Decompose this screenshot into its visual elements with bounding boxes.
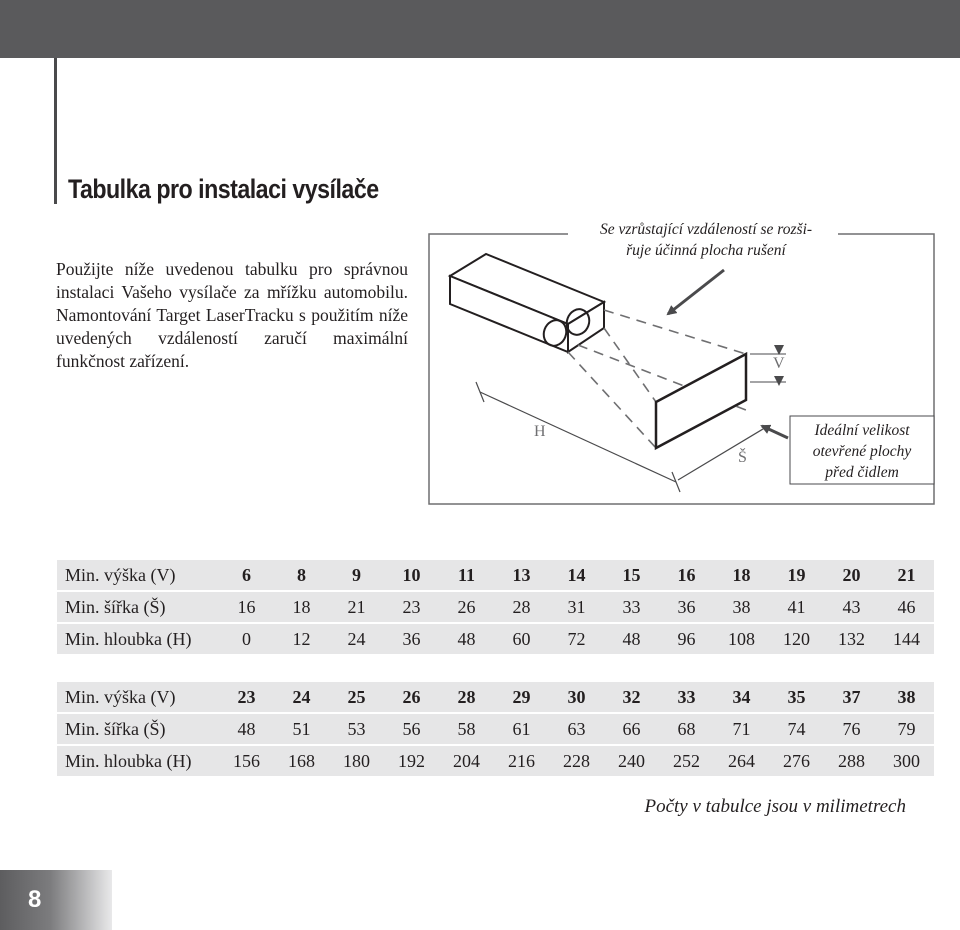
table-cell: 30 (549, 682, 604, 712)
callout-top-line2: řuje účinná plocha rušení (626, 242, 786, 259)
h-tick-left (476, 382, 484, 402)
dimensions-table-2 (57, 680, 934, 778)
table-cell: 74 (769, 714, 824, 744)
callout-top-arrow (668, 270, 724, 314)
units-note: Počty v tabulce jsou v milimetrech (644, 796, 906, 817)
table-cell: 18 (274, 592, 329, 622)
h-tick-right (672, 472, 680, 492)
table-cell: 300 (879, 746, 934, 776)
table-cell: 28 (439, 682, 494, 712)
table-row (57, 560, 934, 590)
table-cell: 108 (714, 624, 769, 654)
table-cell: 204 (439, 746, 494, 776)
sensor-box (450, 254, 604, 352)
table-cell: 120 (769, 624, 824, 654)
table-cell: 20 (824, 560, 879, 590)
table-cell: 53 (329, 714, 384, 744)
table-cell: 31 (549, 592, 604, 622)
table-cell: 14 (549, 560, 604, 590)
s-dim-line (678, 426, 768, 480)
table-cell: 21 (879, 560, 934, 590)
row-label: Min. výška (V) (57, 560, 219, 590)
row-label: Min. hloubka (H) (57, 746, 219, 776)
table-cell: 132 (824, 624, 879, 654)
page-number-box (0, 870, 112, 930)
table-cell: 15 (604, 560, 659, 590)
callout-right-line2: otevřené plochy (812, 443, 912, 460)
table-cell: 156 (219, 746, 274, 776)
row-label: Min. výška (V) (57, 682, 219, 712)
table-cell: 192 (384, 746, 439, 776)
table-row (57, 592, 934, 622)
table-cell: 28 (494, 592, 549, 622)
page-title: Tabulka pro instalaci vysílače (68, 174, 379, 204)
table-cell: 36 (659, 592, 714, 622)
callout-top-line1: Se vzrůstající vzdáleností se rozši- (599, 221, 813, 238)
table-cell: 33 (604, 592, 659, 622)
table-cell: 228 (549, 746, 604, 776)
table-cell: 38 (714, 592, 769, 622)
table-cell: 11 (439, 560, 494, 590)
table-cell: 13 (494, 560, 549, 590)
table-cell: 96 (659, 624, 714, 654)
table-cell: 34 (714, 682, 769, 712)
table-cell: 216 (494, 746, 549, 776)
dimensions-table-1 (57, 558, 934, 656)
table-cell: 72 (549, 624, 604, 654)
table-cell: 68 (659, 714, 714, 744)
table-cell: 24 (274, 682, 329, 712)
table-cell: 276 (769, 746, 824, 776)
table-cell: 252 (659, 746, 714, 776)
table-cell: 51 (274, 714, 329, 744)
table-cell: 43 (824, 592, 879, 622)
table-cell: 76 (824, 714, 879, 744)
table-cell: 19 (769, 560, 824, 590)
table-cell: 26 (439, 592, 494, 622)
margin-rule (54, 58, 57, 204)
dimensions-tables (57, 558, 934, 802)
table-cell: 168 (274, 746, 329, 776)
table-cell: 9 (329, 560, 384, 590)
h-dim-line (480, 392, 676, 482)
table-cell: 0 (219, 624, 274, 654)
callout-right-line1: Ideální velikost (814, 422, 910, 439)
row-label: Min. šířka (Š) (57, 714, 219, 744)
v-label: V (773, 355, 785, 372)
table-cell: 12 (274, 624, 329, 654)
table-cell: 240 (604, 746, 659, 776)
table-cell: 6 (219, 560, 274, 590)
table-row (57, 714, 934, 744)
page-number: 8 (28, 886, 42, 913)
installation-diagram (428, 210, 936, 506)
table-cell: 23 (384, 592, 439, 622)
table-cell: 180 (329, 746, 384, 776)
table-cell: 32 (604, 682, 659, 712)
table-cell: 41 (769, 592, 824, 622)
table-cell: 29 (494, 682, 549, 712)
target-plane (656, 354, 746, 448)
table-cell: 23 (219, 682, 274, 712)
table-cell: 37 (824, 682, 879, 712)
table-row (57, 624, 934, 654)
table-cell: 66 (604, 714, 659, 744)
table-cell: 264 (714, 746, 769, 776)
table-cell: 10 (384, 560, 439, 590)
table-cell: 79 (879, 714, 934, 744)
table-cell: 144 (879, 624, 934, 654)
table-cell: 48 (439, 624, 494, 654)
table-row (57, 682, 934, 712)
table-cell: 58 (439, 714, 494, 744)
table-cell: 48 (219, 714, 274, 744)
row-label: Min. hloubka (H) (57, 624, 219, 654)
table-cell: 33 (659, 682, 714, 712)
table-cell: 60 (494, 624, 549, 654)
table-cell: 24 (329, 624, 384, 654)
callout-right-arrow (762, 426, 788, 438)
table-cell: 26 (384, 682, 439, 712)
table-cell: 16 (659, 560, 714, 590)
h-label: H (534, 423, 546, 440)
table-cell: 16 (219, 592, 274, 622)
intro-paragraph: Použijte níže uvedenou tabulku pro správnou instalaci Vašeho vysílače za mřížku automobilu. Namontování Target LaserTracku s použitím níže uvedených vzdáleností zaručí maximální funkčnost zařízení. (56, 259, 408, 371)
table-cell: 8 (274, 560, 329, 590)
top-bar (0, 0, 960, 58)
callout-right-line3: před čidlem (825, 464, 899, 481)
table-cell: 21 (329, 592, 384, 622)
table-cell: 18 (714, 560, 769, 590)
table-cell: 25 (329, 682, 384, 712)
table-cell: 48 (604, 624, 659, 654)
table-cell: 71 (714, 714, 769, 744)
table-row (57, 746, 934, 776)
table-cell: 46 (879, 592, 934, 622)
row-label: Min. šířka (Š) (57, 592, 219, 622)
table-cell: 63 (549, 714, 604, 744)
table-cell: 288 (824, 746, 879, 776)
table-cell: 35 (769, 682, 824, 712)
table-cell: 36 (384, 624, 439, 654)
s-label: Š (738, 449, 747, 466)
table-cell: 56 (384, 714, 439, 744)
table-cell: 61 (494, 714, 549, 744)
table-cell: 38 (879, 682, 934, 712)
